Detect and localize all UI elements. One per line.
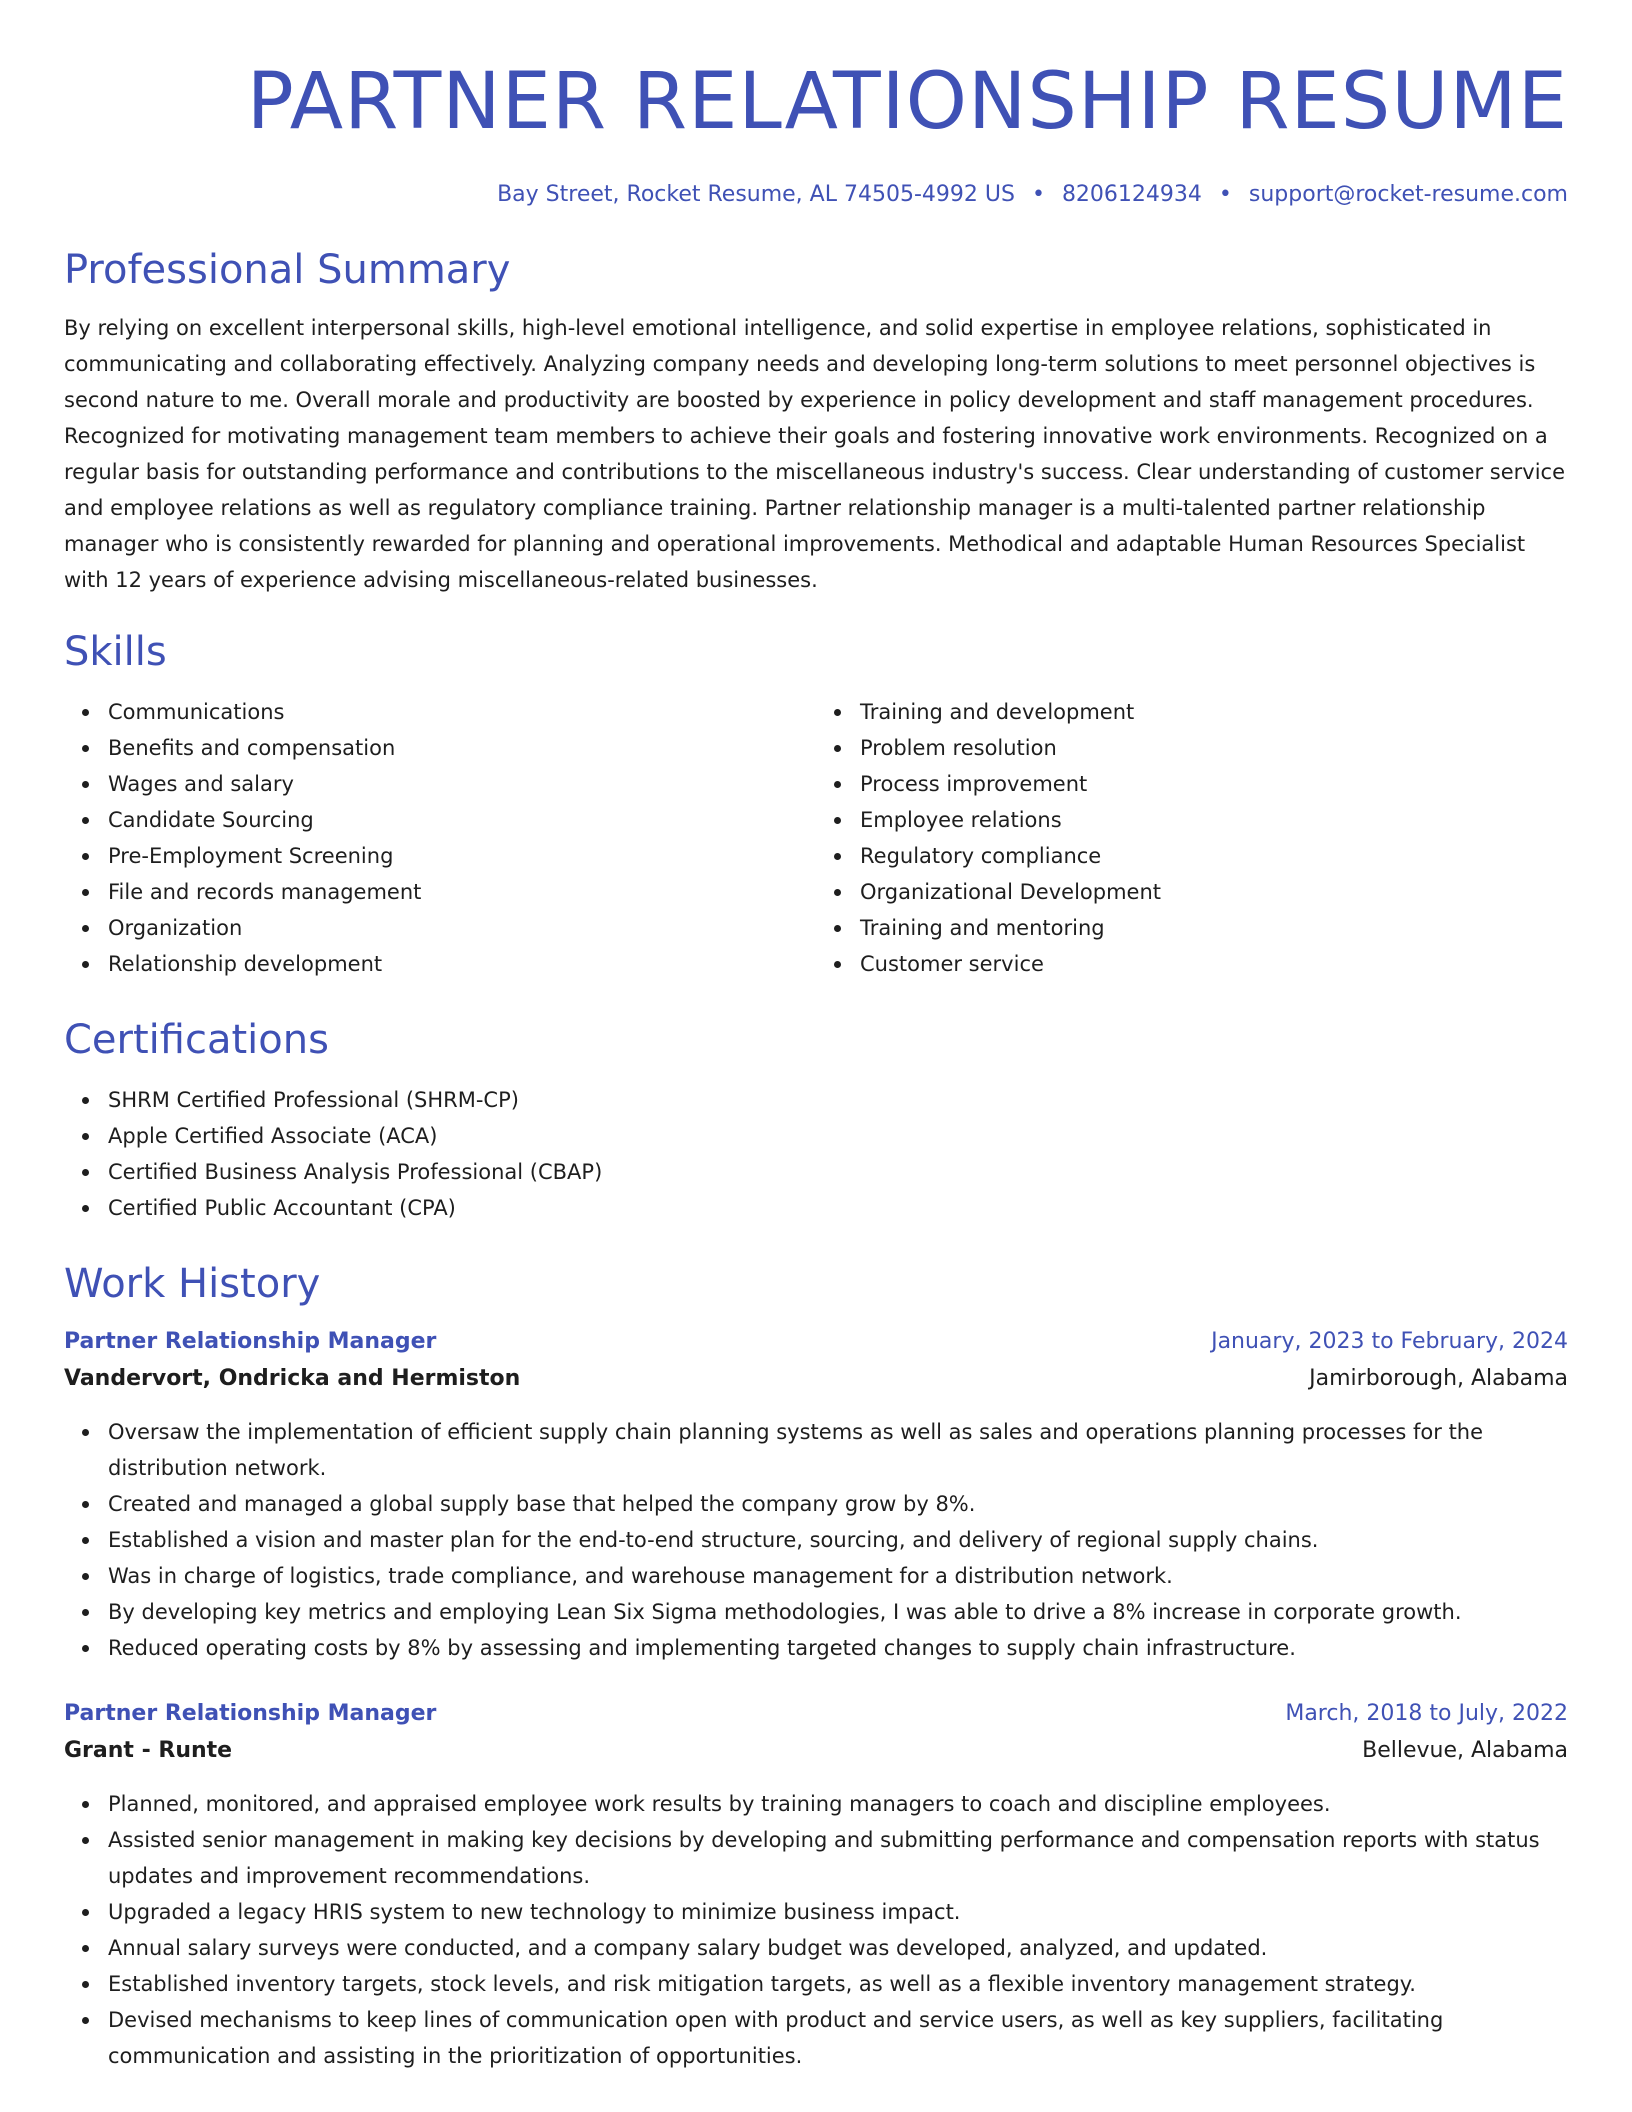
job-bullet: Reduced operating costs by 8% by assessing and implementing targeted changes to supply chain infrastructure. <box>108 1630 1568 1666</box>
contact-separator: • <box>1218 182 1232 207</box>
job-header-row <box>64 1696 1568 1732</box>
resume-title: PARTNER RELATIONSHIP RESUME <box>246 57 1568 147</box>
job-bullet: Devised mechanisms to keep lines of communication open with product and service users, as well as key suppliers, facilitating communication and assisting in the prioritization of opportunities. <box>108 2002 1568 2074</box>
job-bullet: Planned, monitored, and appraised employee work results by training managers to coach and discipline employees. <box>108 1786 1568 1822</box>
job-location: Jamirborough, Alabama <box>1309 1366 1568 1391</box>
job-bullet: By developing key metrics and employing Lean Six Sigma methodologies, I was able to drive a 8% increase in corporate growth. <box>108 1594 1568 1630</box>
job-bullet: Created and managed a global supply base that helped the company grow by 8%. <box>108 1486 1568 1522</box>
skill-item: Candidate Sourcing <box>108 802 816 838</box>
skill-item: Communications <box>108 694 816 730</box>
job-bullet: Established a vision and master plan for the end-to-end structure, sourcing, and delivery of regional supply chains. <box>108 1522 1568 1558</box>
certification-item: Certified Business Analysis Professional (CBAP) <box>108 1154 1568 1190</box>
skill-item: Regulatory compliance <box>860 838 1568 874</box>
skill-item: Process improvement <box>860 766 1568 802</box>
skill-item: Benefits and compensation <box>108 730 816 766</box>
job-bullet: Annual salary surveys were conducted, and a company salary budget was developed, analyzed, and updated. <box>108 1930 1568 1966</box>
job-company: Vandervort, Ondricka and Hermiston <box>64 1366 521 1391</box>
skill-item: Training and mentoring <box>860 910 1568 946</box>
job-company-row <box>64 1732 1568 1770</box>
job-location: Bellevue, Alabama <box>1362 1738 1568 1763</box>
skills-heading: Skills <box>64 629 167 675</box>
skill-item: File and records management <box>108 874 816 910</box>
job-bullet: Was in charge of logistics, trade compliance, and warehouse management for a distribution network. <box>108 1558 1568 1594</box>
job-company-row <box>64 1360 1568 1398</box>
skill-item: Pre-Employment Screening <box>108 838 816 874</box>
certification-item: Apple Certified Associate (ACA) <box>108 1118 1568 1154</box>
contact-line <box>64 180 1568 210</box>
job-bullets <box>64 1786 1568 2074</box>
skill-item: Customer service <box>860 946 1568 982</box>
job-bullet: Established inventory targets, stock levels, and risk mitigation targets, as well as a flexible inventory management strategy. <box>108 1966 1568 2002</box>
certification-item: Certified Public Accountant (CPA) <box>108 1190 1568 1226</box>
summary-heading: Professional Summary <box>64 247 511 293</box>
job-entry <box>64 1324 1568 1666</box>
job-company: Grant - Runte <box>64 1738 233 1763</box>
skill-item: Problem resolution <box>860 730 1568 766</box>
contact-address: Bay Street, Rocket Resume, AL 74505-4992 US <box>497 182 1015 207</box>
certification-item: SHRM Certified Professional (SHRM-CP) <box>108 1082 1568 1118</box>
contact-phone: 8206124934 <box>1061 182 1202 207</box>
skills-list-left <box>64 694 816 982</box>
skill-item: Training and development <box>860 694 1568 730</box>
skill-item: Wages and salary <box>108 766 816 802</box>
contact-separator: • <box>1031 182 1045 207</box>
job-dates: January, 2023 to February, 2024 <box>1211 1329 1568 1354</box>
skills-columns <box>64 694 1568 982</box>
job-title: Partner Relationship Manager <box>64 1701 437 1726</box>
job-entry <box>64 1696 1568 2074</box>
job-title: Partner Relationship Manager <box>64 1329 437 1354</box>
certifications-heading: Certifications <box>64 1017 329 1063</box>
contact-email[interactable]: support@rocket-resume.com <box>1248 182 1568 207</box>
skill-item: Organization <box>108 910 816 946</box>
job-bullet: Oversaw the implementation of efficient supply chain planning systems as well as sales and operations planning processes for the distribution network. <box>108 1414 1568 1486</box>
work-history-heading: Work History <box>64 1261 321 1307</box>
job-bullet: Assisted senior management in making key decisions by developing and submitting performance and compensation reports with status updates and improvement recommendations. <box>108 1822 1568 1894</box>
skill-item: Relationship development <box>108 946 816 982</box>
summary-text: By relying on excellent interpersonal skills, high-level emotional intelligence, and solid expertise in employee relations, sophisticated in communicating and collaborating effectively. Analyzing company needs and developing long-term solutions to meet personnel objectives is second nature to me. Overall morale and productivity are boosted by experience in policy development and staff management procedures. Recognized for motivating management team members to achieve their goals and fostering innovative work environments. Recognized on a regular basis for outstanding performance and contributions to the miscellaneous industry's success. Clear understanding of customer service and employee relations as well as regulatory compliance training. Partner relationship manager is a multi-talented partner relationship manager who is consistently rewarded for planning and operational improvements. Methodical and adaptable Human Resources Specialist with 12 years of experience advising miscellaneous-related businesses. <box>64 316 1566 592</box>
job-dates: March, 2018 to July, 2022 <box>1285 1701 1568 1726</box>
skill-item: Organizational Development <box>860 874 1568 910</box>
job-bullets <box>64 1414 1568 1666</box>
job-header-row <box>64 1324 1568 1360</box>
skill-item: Employee relations <box>860 802 1568 838</box>
job-bullet: Upgraded a legacy HRIS system to new technology to minimize business impact. <box>108 1894 1568 1930</box>
certifications-list <box>64 1082 1568 1226</box>
skills-list-right <box>816 694 1568 982</box>
